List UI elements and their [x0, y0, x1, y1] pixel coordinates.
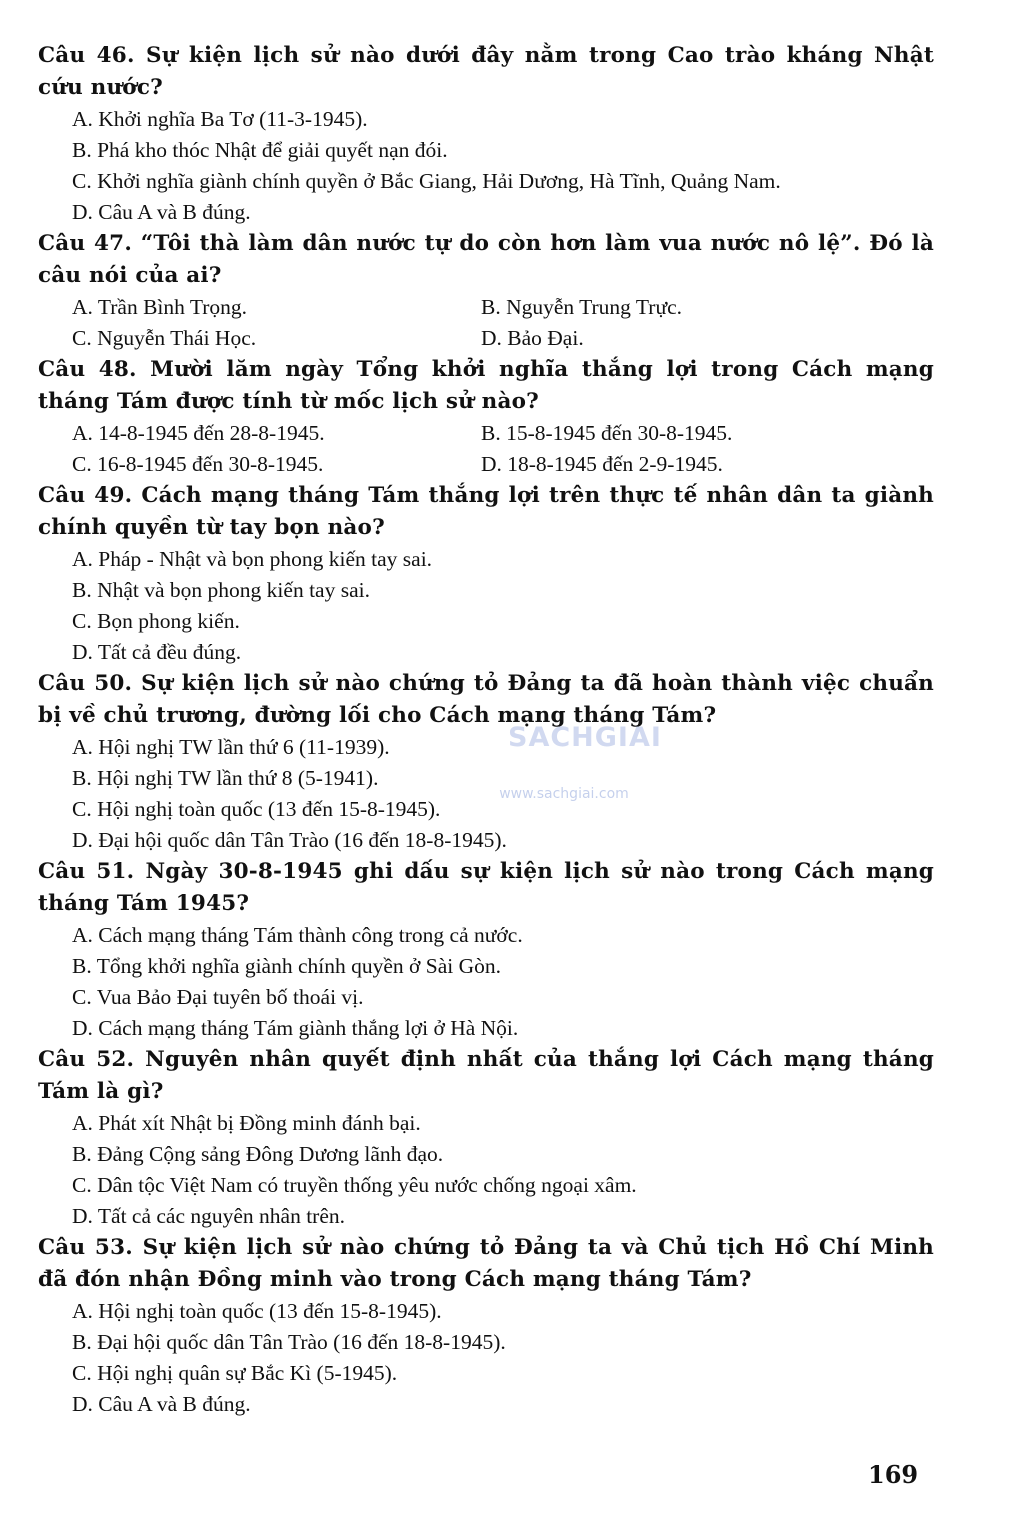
option-d: D. Tất cả đều đúng.	[72, 640, 242, 664]
option-d: D. 18-8-1945 đến 2-9-1945.	[481, 452, 723, 476]
option-a: A. Phát xít Nhật bị Đồng minh đánh bại.	[72, 1111, 421, 1135]
question-51	[38, 856, 934, 1044]
option-c: C. Hội nghị toàn quốc (13 đến 15-8-1945).	[72, 797, 441, 821]
question-label: Câu 46.	[38, 43, 135, 68]
question-48	[38, 354, 934, 480]
option-a: A. 14-8-1945 đến 28-8-1945.	[72, 421, 325, 445]
question-text: Ngày 30-8-1945 ghi dấu sự kiện lịch sử nào trong Cách mạng tháng Tám 1945?	[38, 859, 935, 916]
option-d: D. Tất cả các nguyên nhân trên.	[72, 1204, 346, 1228]
option-d: D. Đại hội quốc dân Tân Trào (16 đến 18-8-1945).	[72, 828, 507, 852]
option-d: D. Câu A và B đúng.	[72, 200, 251, 224]
page-number: 169	[868, 1460, 919, 1489]
watermark-url: www.sachgiai.com	[499, 786, 629, 802]
option-d: D. Cách mạng tháng Tám giành thắng lợi ở Hà Nội.	[72, 1016, 519, 1040]
option-b: B. Nguyễn Trung Trực.	[481, 295, 683, 319]
question-page	[38, 40, 934, 1420]
option-b: B. Đại hội quốc dân Tân Trào (16 đến 18-8-1945).	[72, 1330, 506, 1354]
question-label: Câu 52.	[38, 1047, 135, 1072]
question-text: Cách mạng tháng Tám thắng lợi trên thực tế nhân dân ta giành chính quyền từ tay bọn nào?	[38, 483, 934, 540]
question-label: Câu 50.	[38, 671, 133, 696]
question-text: “Tôi thà làm dân nước tự do còn hơn làm vua nước nô lệ”. Đó là câu nói của ai?	[38, 231, 935, 288]
option-b: B. Đảng Cộng sảng Đông Dương lãnh đạo.	[72, 1142, 444, 1166]
option-list	[38, 104, 934, 228]
question-text: Sự kiện lịch sử nào dưới đây nằm trong Cao trào kháng Nhật cứu nước?	[38, 43, 935, 100]
question-47	[38, 228, 934, 354]
option-c: C. Nguyễn Thái Học.	[72, 326, 257, 350]
option-a: A. Hội nghị toàn quốc (13 đến 15-8-1945).	[72, 1299, 442, 1323]
option-c: C. Hội nghị quân sự Bắc Kì (5-1945).	[72, 1361, 398, 1385]
question-53	[38, 1232, 934, 1420]
question-label: Câu 51.	[38, 859, 135, 884]
option-b: B. 15-8-1945 đến 30-8-1945.	[481, 421, 733, 445]
option-b: B. Nhật và bọn phong kiến tay sai.	[72, 578, 370, 602]
option-list	[38, 418, 934, 480]
question-label: Câu 47.	[38, 231, 133, 256]
question-52	[38, 1044, 934, 1232]
option-b: B. Tổng khởi nghĩa giành chính quyền ở Sài Gòn.	[72, 954, 502, 978]
watermark-logo: SACHGIAI	[508, 722, 662, 753]
question-label: Câu 53.	[38, 1235, 133, 1260]
question-49	[38, 480, 934, 668]
option-d: D. Câu A và B đúng.	[72, 1392, 251, 1416]
option-c: C. Dân tộc Việt Nam có truyền thống yêu nước chống ngoại xâm.	[72, 1173, 637, 1197]
question-text: Mười lăm ngày Tổng khởi nghĩa thắng lợi trong Cách mạng tháng Tám được tính từ mốc lịch sử nào?	[38, 357, 934, 414]
option-list	[38, 544, 934, 668]
option-c: C. Khởi nghĩa giành chính quyền ở Bắc Giang, Hải Dương, Hà Tĩnh, Quảng Nam.	[72, 169, 781, 193]
question-text: Nguyên nhân quyết định nhất của thắng lợi Cách mạng tháng Tám là gì?	[38, 1047, 935, 1104]
option-c: C. 16-8-1945 đến 30-8-1945.	[72, 452, 324, 476]
question-label: Câu 49.	[38, 483, 133, 508]
question-50	[38, 668, 934, 856]
option-a: A. Pháp - Nhật và bọn phong kiến tay sai.	[72, 547, 433, 571]
option-b: B. Hội nghị TW lần thứ 8 (5-1941).	[72, 766, 379, 790]
option-c: C. Bọn phong kiến.	[72, 609, 240, 633]
option-list	[38, 1108, 934, 1232]
question-label: Câu 48.	[38, 357, 137, 382]
option-list	[38, 292, 934, 354]
option-a: A. Khởi nghĩa Ba Tơ (11-3-1945).	[72, 107, 368, 131]
question-46	[38, 40, 934, 228]
option-a: A. Trần Bình Trọng.	[72, 295, 248, 319]
option-b: B. Phá kho thóc Nhật để giải quyết nạn đói.	[72, 138, 448, 162]
question-text: Sự kiện lịch sử nào chứng tỏ Đảng ta đã hoàn thành việc chuẩn bị về chủ trương, đường lối cho Cách mạng tháng Tám?	[38, 671, 934, 728]
option-a: A. Hội nghị TW lần thứ 6 (11-1939).	[72, 735, 390, 759]
option-list	[38, 920, 934, 1044]
option-list	[38, 1296, 934, 1420]
option-d: D. Bảo Đại.	[481, 326, 584, 350]
question-text: Sự kiện lịch sử nào chứng tỏ Đảng ta và Chủ tịch Hồ Chí Minh đã đón nhận Đồng minh vào trong Cách mạng tháng Tám?	[38, 1235, 935, 1292]
option-list	[38, 732, 934, 856]
option-a: A. Cách mạng tháng Tám thành công trong cả nước.	[72, 923, 523, 947]
option-c: C. Vua Bảo Đại tuyên bố thoái vị.	[72, 985, 364, 1009]
